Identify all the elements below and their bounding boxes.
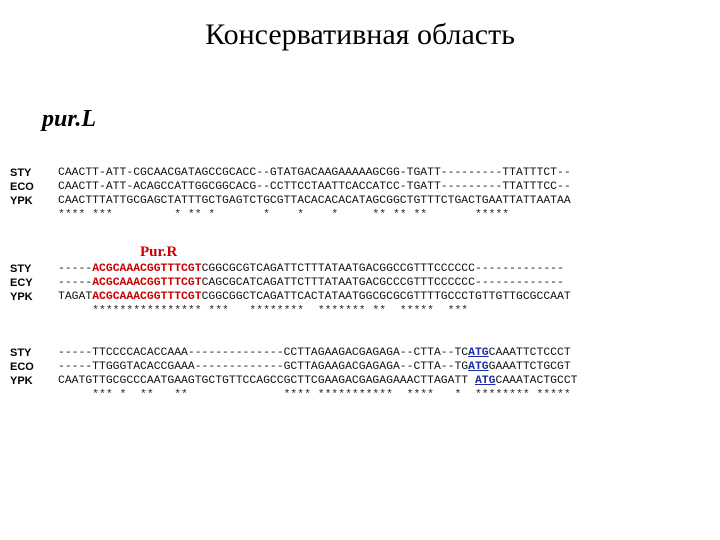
sequence-row xyxy=(10,346,571,360)
alignment-block-3 xyxy=(10,346,578,402)
sequence-text: -----TTGGGTACACCGAAA-------------GCTTAGAAGACGAGAGA--CTTA--TGATGGAAATTCTGCGT xyxy=(58,361,571,373)
purr-binding-site: ACGCAAACGGTTTCGT xyxy=(92,263,202,275)
organism-label: STY xyxy=(10,263,32,275)
purr-label: Pur.R xyxy=(140,244,178,260)
slide-title: Консервативная область xyxy=(205,18,515,51)
sequence-row xyxy=(10,290,571,304)
sequence-row xyxy=(10,166,571,180)
organism-label: STY xyxy=(10,347,32,359)
sequence-row xyxy=(10,194,571,208)
sequence-row xyxy=(10,360,571,374)
start-codon: ATG xyxy=(474,375,496,387)
sequence-text: -----TTCCCCACACCAAA--------------CCTTAGAAGACGAGAGA--CTTA--TCATGCAAATTCTCCCT xyxy=(58,347,571,359)
sequence-text: -----ACGCAAACGGTTTCGTCGGCGCGTCAGATTCTTTATAATGACGGCCGTTTCCCCCC------------- xyxy=(58,263,564,275)
alignment-block-2 xyxy=(10,262,571,318)
sequence-text: CAACTT-ATT-ACAGCCATTGGCGGCACG--CCTTCCTAATTCACCATCC-TGATT---------TTATTTCC-- xyxy=(58,181,571,193)
sequence-row xyxy=(10,276,564,290)
start-codon: ATG xyxy=(468,361,489,373)
sequence-text: CAATGTTGCGCCCAATGAAGTGCTGTTCCAGCCGCTTCGAAGACGAGAGAAACTTAGATT ATGCAAATACTGCCT xyxy=(58,375,578,387)
organism-label: YPK xyxy=(10,195,33,207)
organism-label: YPK xyxy=(10,375,33,387)
gene-label: pur.L xyxy=(42,106,97,132)
consensus-row xyxy=(10,388,571,402)
consensus-text: **************** *** ******** ******* ** ***** *** xyxy=(58,305,469,317)
start-codon: ATG xyxy=(468,347,489,359)
organism-label: YPK xyxy=(10,291,33,303)
sequence-text: CAACTT-ATT-CGCAACGATAGCCGCACC--GTATGACAAGAAAAAGCGG-TGATT---------TTATTTCT-- xyxy=(58,167,571,179)
consensus-row xyxy=(10,304,469,318)
consensus-text: **** *** * ** * * * * ** ** ** ***** xyxy=(58,209,510,221)
consensus-text: *** * ** ** **** *********** **** * ******** ***** xyxy=(58,389,571,401)
sequence-row xyxy=(10,180,571,194)
alignment-block-1 xyxy=(10,166,571,222)
purr-binding-site: ACGCAAACGGTTTCGT xyxy=(92,291,202,303)
organism-label: STY xyxy=(10,167,32,179)
sequence-text: TAGATACGCAAACGGTTTCGTCGGCGGCTCAGATTCACTATAATGGCGCGCGTTTTGCCCTGTTGTTGCGCCAAT xyxy=(58,291,571,303)
sequence-row xyxy=(10,262,564,276)
organism-label: ECO xyxy=(10,181,34,193)
consensus-row xyxy=(10,208,510,222)
organism-label: ECO xyxy=(10,361,34,373)
sequence-row xyxy=(10,374,578,388)
purr-binding-site: ACGCAAACGGTTTCGT xyxy=(92,277,202,289)
sequence-text: CAACTTTATTGCGAGCTATTTGCTGAGTCTGCGTTACACACACATAGCGGCTGTTTCTGACTGAATTATTAATAA xyxy=(58,195,571,207)
organism-label: ECY xyxy=(10,277,33,289)
sequence-text: -----ACGCAAACGGTTTCGTCAGCGCATCAGATTCTTTATAATGACGCCCGTTTCCCCCC------------- xyxy=(58,277,564,289)
